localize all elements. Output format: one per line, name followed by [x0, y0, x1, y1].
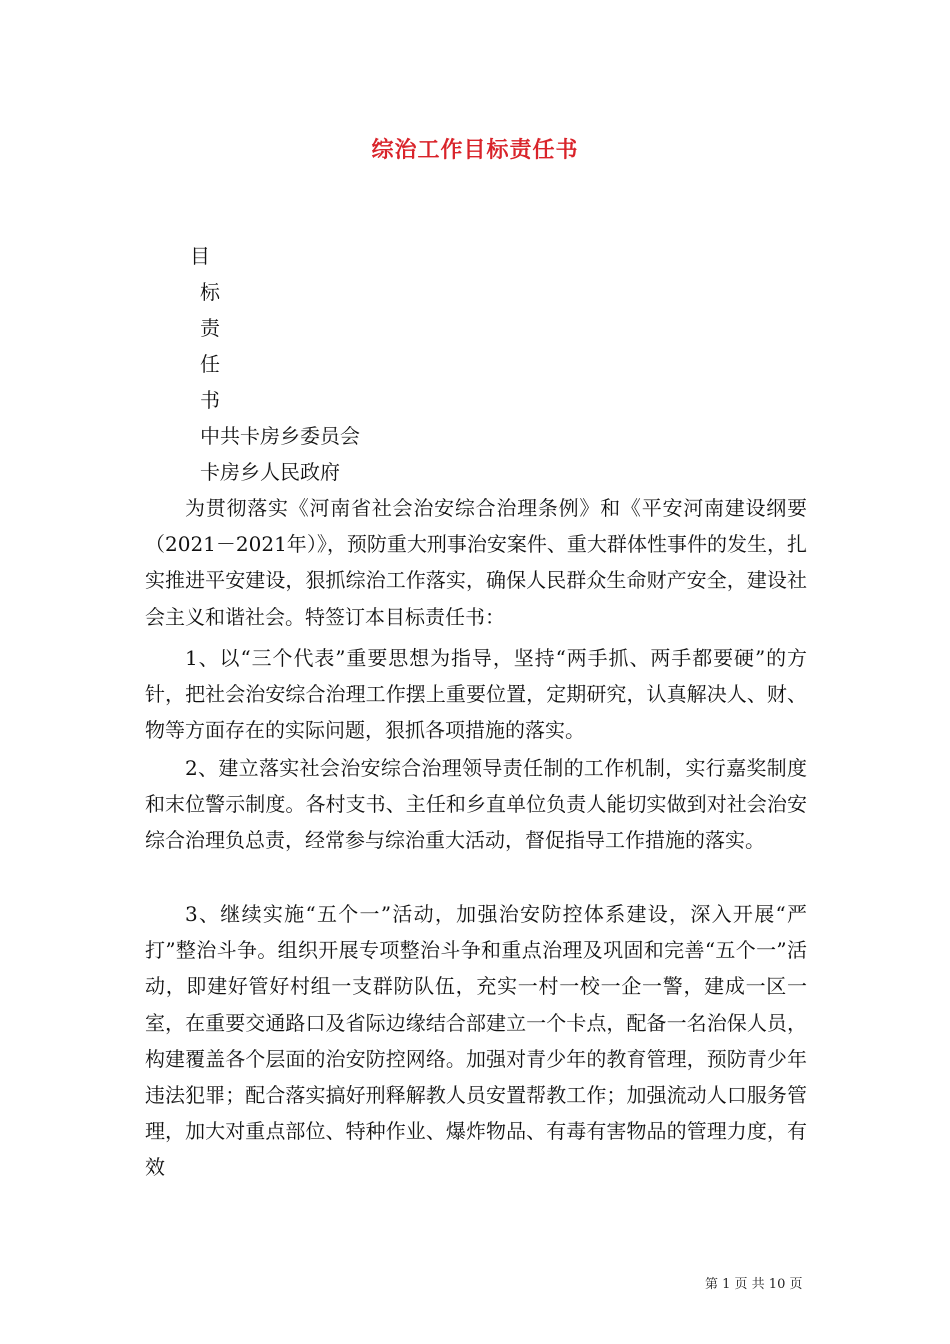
vertical-char: 目	[190, 244, 210, 268]
clause-2-paragraph: 2、建立落实社会治安综合治理领导责任制的工作机制，实行嘉奖制度和末位警示制度。各村支书、主任和乡直单位负责人能切实做到对社会治安综合治理负总责，经常参与综治重大活动，督促指导工作措施的落实。	[145, 756, 807, 853]
vertical-char: 标	[200, 280, 220, 304]
vertical-char: 书	[200, 388, 220, 412]
clause-1-paragraph: 1、以“三个代表”重要思想为指导，坚持“两手抓、两手都要硬”的方针，把社会治安综合治理工作摆上重要位置，定期研究，认真解决人、财、物等方面存在的实际问题，狠抓各项措施的落实。	[145, 646, 807, 743]
vertical-char: 任	[200, 352, 220, 376]
document-title: 综治工作目标责任书	[371, 137, 579, 163]
page-number: 第 1 页 共 10 页	[705, 1277, 803, 1292]
clause-3-paragraph: 3、继续实施“五个一”活动，加强治安防控体系建设，深入开展“严打”整治斗争。组织开展专项整治斗争和重点治理及巩固和完善“五个一”活动，即建好管好村组一支群防队伍，充实一村一校一企一警，建成一区一室，在重要交通路口及省际边缘结合部建立一个卡点，配备一名治保人员，构建覆盖各个层面的治安防控网络。加强对青少年的教育管理，预防青少年违法犯罪；配合落实搞好刑释解教人员安置帮教工作；加强流动人口服务管理，加大对重点部位、特种作业、爆炸物品、有毒有害物品的管理力度，有效	[145, 902, 807, 1180]
issuer-party-committee: 中共卡房乡委员会	[200, 424, 360, 448]
issuer-government: 卡房乡人民政府	[200, 460, 340, 484]
intro-paragraph: 为贯彻落实《河南省社会治安综合治理条例》和《平安河南建设纲要（2021－2021年）》，预防重大刑事治安案件、重大群体性事件的发生，扎实推进平安建设，狠抓综治工作落实，确保人民群众生命财产安全，建设社会主义和谐社会。特签订本目标责任书：	[145, 496, 807, 629]
vertical-char: 责	[200, 316, 220, 340]
